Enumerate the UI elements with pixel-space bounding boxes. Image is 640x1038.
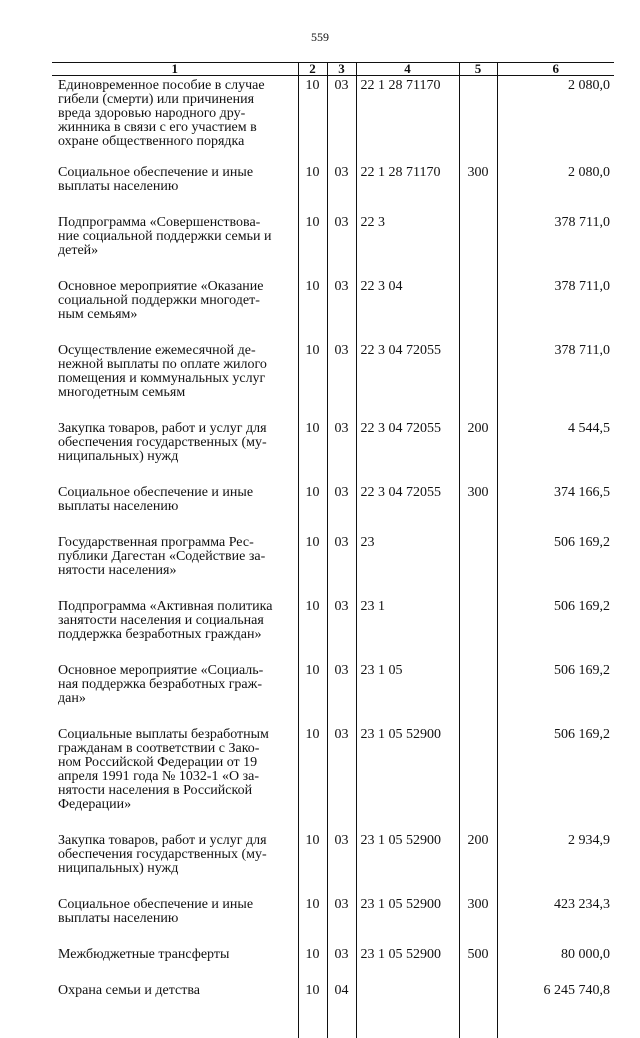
- row-article-cell: 23 1 05 52900: [356, 898, 459, 948]
- row-article-cell: 22 3 04 72055: [356, 344, 459, 422]
- row-section-cell: 10: [298, 166, 327, 216]
- row-subsection-cell: 03: [327, 486, 356, 536]
- row-name-cell: Основное мероприятие «Оказание социальной поддержки многодет- ным семьям»: [52, 280, 298, 344]
- row-section-cell: 10: [298, 898, 327, 948]
- row-section-cell: 10: [298, 344, 327, 422]
- row-article-cell: 22 1 28 71170: [356, 166, 459, 216]
- row-name-cell: Социальное обеспечение и иные выплаты населению: [52, 898, 298, 948]
- header-col-5: 5: [459, 63, 497, 76]
- table-row: [52, 166, 614, 216]
- table-row: [52, 898, 614, 948]
- row-name-cell: Социальное обеспечение и иные выплаты населению: [52, 166, 298, 216]
- row-name-cell: Подпрограмма «Совершенствова- ние социальной поддержки семьи и детей»: [52, 216, 298, 280]
- row-article-cell: 23 1 05 52900: [356, 728, 459, 834]
- row-section-cell: 10: [298, 486, 327, 536]
- row-article-cell: 23: [356, 536, 459, 600]
- row-subsection-cell: 03: [327, 166, 356, 216]
- table-row: [52, 344, 614, 422]
- row-name-cell: Социальное обеспечение и иные выплаты населению: [52, 486, 298, 536]
- table-row: [52, 216, 614, 280]
- page-number: 559: [0, 30, 640, 45]
- row-expense-type-cell: 200: [459, 422, 497, 486]
- table-row: [52, 834, 614, 898]
- row-expense-type-cell: [459, 728, 497, 834]
- row-section-cell: 10: [298, 422, 327, 486]
- table-row: [52, 984, 614, 1038]
- row-amount-cell: 80 000,0: [497, 948, 614, 984]
- row-section-cell: 10: [298, 536, 327, 600]
- row-section-cell: 10: [298, 76, 327, 167]
- row-article-cell: 23 1 05: [356, 664, 459, 728]
- row-name-cell: Межбюджетные трансферты: [52, 948, 298, 984]
- row-expense-type-cell: [459, 216, 497, 280]
- row-expense-type-cell: 300: [459, 486, 497, 536]
- row-article-cell: 23 1 05 52900: [356, 834, 459, 898]
- row-amount-cell: 2 080,0: [497, 166, 614, 216]
- row-section-cell: 10: [298, 280, 327, 344]
- row-name-cell: Закупка товаров, работ и услуг для обеспечения государственных (му- ниципальных) нужд: [52, 834, 298, 898]
- table-row: [52, 600, 614, 664]
- row-section-cell: 10: [298, 664, 327, 728]
- row-subsection-cell: 03: [327, 664, 356, 728]
- table-row: [52, 422, 614, 486]
- table-row: [52, 948, 614, 984]
- row-subsection-cell: 03: [327, 600, 356, 664]
- row-name-cell: Государственная программа Рес- публики Дагестан «Содействие за- нятости населения»: [52, 536, 298, 600]
- row-amount-cell: 378 711,0: [497, 344, 614, 422]
- row-name-cell: Основное мероприятие «Социаль- ная поддержка безработных граж- дан»: [52, 664, 298, 728]
- row-section-cell: 10: [298, 834, 327, 898]
- row-name-cell: Охрана семьи и детства: [52, 984, 298, 1038]
- row-amount-cell: 506 169,2: [497, 536, 614, 600]
- row-name-cell: Осуществление ежемесячной де- нежной выплаты по оплате жилого помещения и коммунальных услуг многодетным семьям: [52, 344, 298, 422]
- row-expense-type-cell: [459, 536, 497, 600]
- row-subsection-cell: 03: [327, 76, 356, 167]
- row-amount-cell: 506 169,2: [497, 728, 614, 834]
- row-expense-type-cell: [459, 280, 497, 344]
- table-row: [52, 280, 614, 344]
- row-amount-cell: 506 169,2: [497, 600, 614, 664]
- row-subsection-cell: 04: [327, 984, 356, 1038]
- row-amount-cell: 378 711,0: [497, 280, 614, 344]
- row-amount-cell: 423 234,3: [497, 898, 614, 948]
- table-row: [52, 76, 614, 167]
- row-amount-cell: 6 245 740,8: [497, 984, 614, 1038]
- row-name-cell: Подпрограмма «Активная политика занятости населения и социальная поддержка безработных граждан»: [52, 600, 298, 664]
- header-col-3: 3: [327, 63, 356, 76]
- table-body: [52, 76, 614, 1038]
- row-section-cell: 10: [298, 728, 327, 834]
- row-expense-type-cell: [459, 984, 497, 1038]
- row-expense-type-cell: 300: [459, 898, 497, 948]
- header-col-2: 2: [298, 63, 327, 76]
- row-expense-type-cell: 500: [459, 948, 497, 984]
- row-expense-type-cell: [459, 344, 497, 422]
- row-amount-cell: 378 711,0: [497, 216, 614, 280]
- row-name-cell: Единовременное пособие в случае гибели (смерти) или причинения вреда здоровью народного дру- жинника в связи с его участием в охране общественного порядка: [52, 76, 298, 167]
- header-col-1: 1: [52, 63, 298, 76]
- row-section-cell: 10: [298, 600, 327, 664]
- row-name-cell: Социальные выплаты безработным гражданам в соответствии с Зако- ном Российской Федерации от 19 апреля 1991 года № 1032-1 «О за- нятости населения в Российской Федерации»: [52, 728, 298, 834]
- row-expense-type-cell: [459, 76, 497, 167]
- row-subsection-cell: 03: [327, 948, 356, 984]
- row-amount-cell: 2 080,0: [497, 76, 614, 167]
- row-article-cell: 22 1 28 71170: [356, 76, 459, 167]
- row-expense-type-cell: 300: [459, 166, 497, 216]
- table-row: [52, 486, 614, 536]
- row-subsection-cell: 03: [327, 898, 356, 948]
- row-article-cell: 22 3: [356, 216, 459, 280]
- budget-table: [52, 62, 614, 1038]
- row-article-cell: 23 1: [356, 600, 459, 664]
- row-subsection-cell: 03: [327, 422, 356, 486]
- row-subsection-cell: 03: [327, 536, 356, 600]
- row-article-cell: 23 1 05 52900: [356, 948, 459, 984]
- row-article-cell: 22 3 04: [356, 280, 459, 344]
- row-subsection-cell: 03: [327, 216, 356, 280]
- row-article-cell: 22 3 04 72055: [356, 422, 459, 486]
- row-subsection-cell: 03: [327, 344, 356, 422]
- row-subsection-cell: 03: [327, 834, 356, 898]
- row-name-cell: Закупка товаров, работ и услуг для обеспечения государственных (му- ниципальных) нужд: [52, 422, 298, 486]
- header-col-4: 4: [356, 63, 459, 76]
- row-amount-cell: 506 169,2: [497, 664, 614, 728]
- row-subsection-cell: 03: [327, 280, 356, 344]
- row-expense-type-cell: 200: [459, 834, 497, 898]
- row-amount-cell: 2 934,9: [497, 834, 614, 898]
- row-amount-cell: 374 166,5: [497, 486, 614, 536]
- table-row: [52, 728, 614, 834]
- header-col-6: 6: [497, 63, 614, 76]
- table-row: [52, 536, 614, 600]
- table-header-row: [52, 63, 614, 76]
- row-section-cell: 10: [298, 948, 327, 984]
- row-article-cell: 22 3 04 72055: [356, 486, 459, 536]
- row-expense-type-cell: [459, 600, 497, 664]
- row-article-cell: [356, 984, 459, 1038]
- row-section-cell: 10: [298, 216, 327, 280]
- row-expense-type-cell: [459, 664, 497, 728]
- row-amount-cell: 4 544,5: [497, 422, 614, 486]
- row-section-cell: 10: [298, 984, 327, 1038]
- row-subsection-cell: 03: [327, 728, 356, 834]
- table-row: [52, 664, 614, 728]
